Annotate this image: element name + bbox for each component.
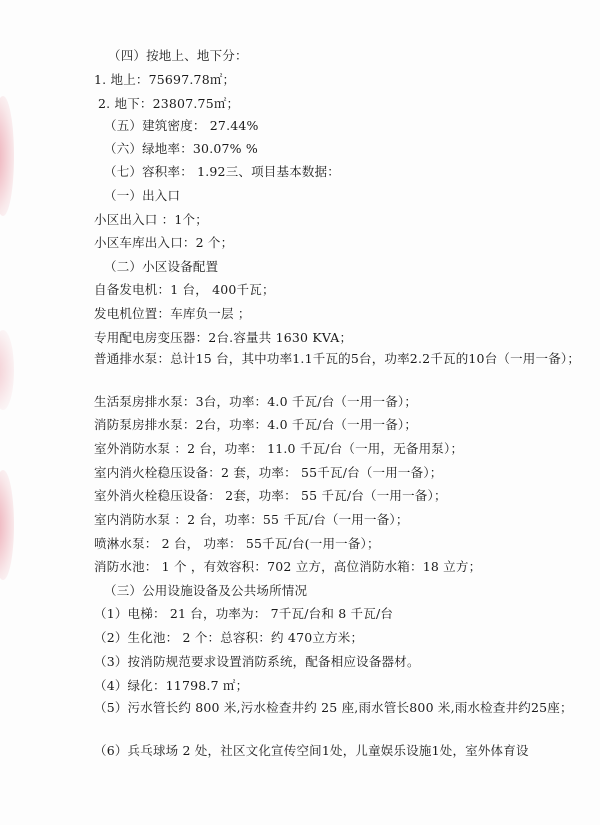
red-seal-fragment <box>0 330 14 410</box>
text-line: （4）绿化：11798.7 ㎡； <box>94 678 249 693</box>
text-line: 喷淋水泵： 2 台， 功率： 55千瓦/台(一用一备）； <box>94 536 380 551</box>
subsection-heading: （一）出入口 <box>104 188 181 203</box>
text-line: 消防泵房排水泵：2台，功率：4.0 千瓦/台（一用一备）； <box>94 417 418 432</box>
text-line: 消防水池： 1 个 ，有效容积：702 立方，高位消防水箱：18 立方； <box>94 559 482 574</box>
text-line: 专用配电房变压器：2台.容量共 1630 KVA； <box>94 330 353 345</box>
text-line: 1. 地上：75697.78㎡； <box>94 72 236 87</box>
text-line: 室外消火栓稳压设备： 2套，功率： 55 千瓦/台（一用一备）； <box>94 488 447 503</box>
section-heading-4: （四）按地上、地下分： <box>108 48 248 63</box>
text-line: 室内消防水泵 ：2 台，功率：55 千瓦/台（一用一备）； <box>94 512 409 527</box>
text-line: （3）按消防规范要求设置消防系统，配备相应设备器材。 <box>94 654 420 669</box>
text-line: 2. 地下：23807.75㎡； <box>98 96 240 111</box>
text-line: 发电机位置：车库负一层 ； <box>94 306 251 321</box>
text-line: （5）污水管长约 800 米,污水检查井约 25 座,雨水管长800 米,雨水检查井约25座； <box>94 700 573 715</box>
text-line: 生活泵房排水泵：3台，功率：4.0 千瓦/台（一用一备）； <box>94 394 418 409</box>
red-seal-fragment <box>0 470 14 580</box>
subsection-heading: （三）公用设施设备及公共场所情况 <box>104 583 308 598</box>
text-line: 普通排水泵：总计15 台，其中功率1.1千瓦的5台，功率2.2千瓦的10台（一用一备）； <box>94 351 581 366</box>
text-line: 自备发电机：1 台， 400千瓦； <box>94 282 275 297</box>
text-line: 室内消火栓稳压设备：2 套，功率： 55千瓦/台（一用一备）； <box>94 465 443 480</box>
red-seal-fragment <box>0 96 14 216</box>
text-line: 室外消防水泵 ：2 台，功率： 11.0 千瓦/台（一用，无备用泵）； <box>94 441 464 456</box>
text-line: （1）电梯： 21 台，功率为： 7千瓦/台和 8 千瓦/台 <box>94 606 394 621</box>
section-heading-7: （七）容积率： 1.92三、项目基本数据： <box>104 164 341 179</box>
section-heading-6: （六）绿地率：30.07% % <box>104 141 259 156</box>
text-line: 小区出入口 ：1个； <box>94 212 208 227</box>
text-line: （2）生化池： 2 个：总容积：约 470立方米； <box>94 630 364 645</box>
text-line: 小区车库出入口：2 个； <box>94 235 234 250</box>
subsection-heading: （二）小区设备配置 <box>104 259 219 274</box>
text-line: （6）兵乓球场 2 处，社区文化宣传空间1处，儿童娱乐设施1处，室外体育设 <box>94 743 529 758</box>
section-heading-5: （五）建筑密度： 27.44% <box>104 118 259 133</box>
